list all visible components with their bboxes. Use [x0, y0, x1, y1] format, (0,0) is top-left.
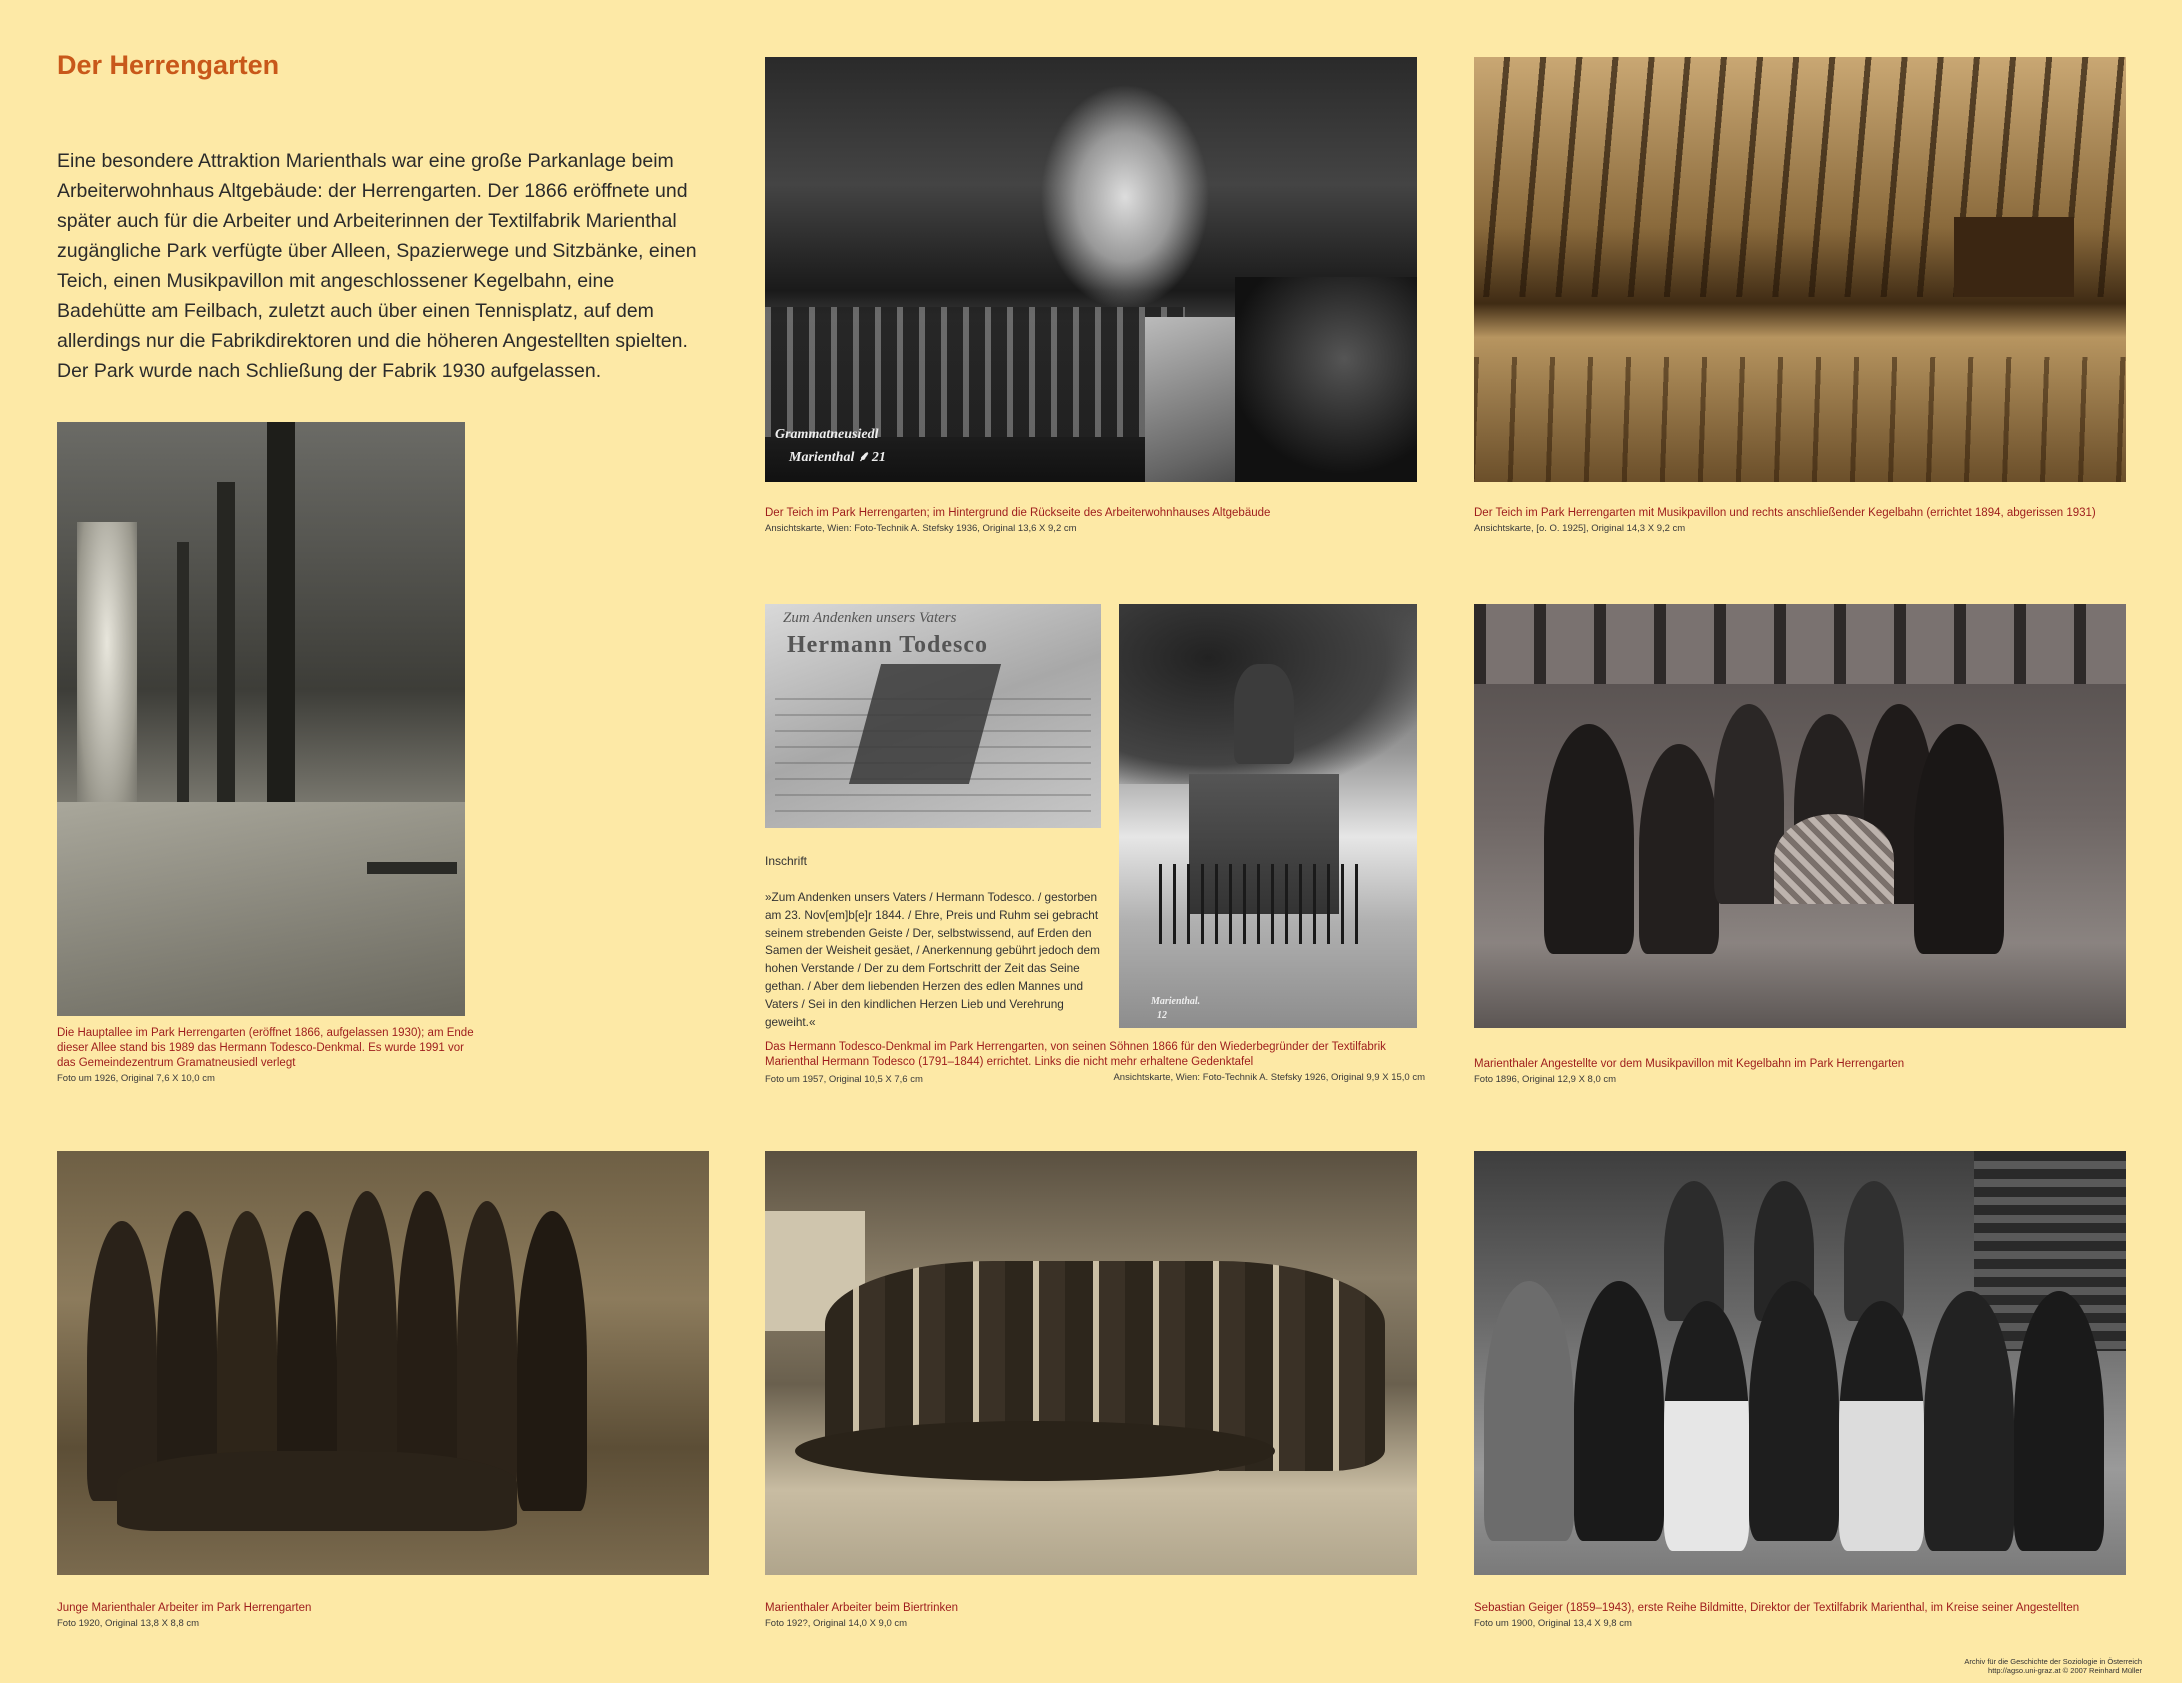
caption-title: Junge Marienthaler Arbeiter im Park Herrengarten [57, 1602, 312, 1614]
footer-line-1: Archiv für die Geschichte der Soziologie in Österreich [1964, 1657, 2142, 1666]
photo-todesco-denkmal [1119, 604, 1417, 1028]
photo-teich-altgebaeude [765, 57, 1417, 482]
photo-hauptallee [57, 422, 465, 1016]
intro-text: Eine besondere Attraktion Marienthals war eine große Parkanlage beim Arbeiterwohnhaus Altgebäude: der Herrengarten. Der 1866 eröffnete und später auch für die Arbeiter und Arbeiterinnen der Textilfabrik Marienthal zugängliche Park verfügte über Alleen, Spazierwege und Sitzbänke, einen Teich, einen Musikpavillon mit angeschlossener Kegelbahn, eine Badehütte am Feilbach, zuletzt auch über einen Tennisplatz, auf dem allerdings nur die Fabrikdirektoren und die höheren Angestellten spielten. Der Park wurde nach Schließung der Fabrik 1930 aufgelassen. [57, 150, 697, 382]
caption-source: Foto 192?, Original 14,0 X 9,0 cm [765, 1618, 908, 1629]
caption-title: Sebastian Geiger (1859–1943), erste Reihe Bildmitte, Direktor der Textilfabrik Marienthal, im Kreise seiner Angestellten [1474, 1602, 2080, 1614]
photo-overlay-text: Marienthal. [1151, 996, 1201, 1007]
photo-biertrinken [765, 1151, 1417, 1575]
plate-text: Hermann Todesco [787, 632, 989, 658]
caption-teich-altgebaeude [765, 506, 1425, 536]
caption-title: Marienthaler Arbeiter beim Biertrinken [765, 1602, 959, 1614]
caption-angestellte-musikpavillon [1474, 1057, 2154, 1087]
caption-source: Foto 1896, Original 12,9 X 8,0 cm [1474, 1074, 1617, 1085]
caption-source: Foto um 1900, Original 13,4 X 9,8 cm [1474, 1618, 1632, 1629]
caption-hauptallee [57, 1026, 477, 1086]
caption-title: Der Teich im Park Herrengarten mit Musikpavillon und rechts anschließender Kegelbahn (errichtet 1894, abgerissen 1931) [1474, 507, 2096, 519]
photo-teich-musikpavillon [1474, 57, 2126, 482]
inschrift-heading: Inschrift [765, 854, 808, 868]
photo-overlay-text: Grammatneusiedl [775, 427, 879, 442]
caption-source-left: Foto um 1957, Original 10,5 X 7,6 cm [765, 1074, 923, 1085]
footer-line-2: http://agso.uni-graz.at © 2007 Reinhard Müller [1988, 1666, 2142, 1675]
caption-source: Foto um 1926, Original 7,6 X 10,0 cm [57, 1073, 215, 1084]
caption-title: Der Teich im Park Herrengarten; im Hintergrund die Rückseite des Arbeiterwohnhauses Altgebäude [765, 507, 1271, 519]
caption-title: Die Hauptallee im Park Herrengarten (eröffnet 1866, aufgelassen 1930); am Ende dieser Allee stand bis 1989 das Hermann Todesco-Denkmal. Es wurde 1991 vor das Gemeindezentrum Gramatneusiedl verlegt [57, 1027, 474, 1069]
caption-teich-musikpavillon [1474, 506, 2154, 536]
caption-source: Ansichtskarte, [o. O. 1925], Original 14,3 X 9,2 cm [1474, 523, 1686, 534]
page-title: Der Herrengarten [57, 50, 280, 80]
photo-overlay-text: 12 [1157, 1010, 1167, 1021]
caption-source: Foto 1920, Original 13,8 X 8,8 cm [57, 1618, 200, 1629]
caption-junge-arbeiter [57, 1601, 717, 1631]
caption-title: Marienthaler Angestellte vor dem Musikpavillon mit Kegelbahn im Park Herrengarten [1474, 1058, 1905, 1070]
caption-source-right: Ansichtskarte, Wien: Foto-Technik A. Stefsky 1926, Original 9,9 X 15,0 cm [1113, 1072, 1425, 1083]
caption-todesco-denkmal [765, 1040, 1425, 1087]
caption-biertrinken [765, 1601, 1425, 1631]
photo-angestellte-musikpavillon [1474, 604, 2126, 1028]
caption-title: Das Hermann Todesco-Denkmal im Park Herrengarten, von seinen Söhnen 1866 für den Wiederbegründer der Textilfabrik Marienthal Hermann Todesco (1791–1844) errichtet. Links die nicht mehr erhaltene Gedenktafel [765, 1041, 1386, 1068]
photo-gedenktafel [765, 604, 1101, 828]
caption-sebastian-geiger [1474, 1601, 2154, 1631]
photo-overlay-text: Marienthal ⸙ 21 [789, 450, 886, 465]
inschrift-text: »Zum Andenken unsers Vaters / Hermann Todesco. / gestorben am 23. Nov[em]b[e]r 1844. / Ehre, Preis und Ruhm sei gebracht seinem strebenden Geiste / Der, selbstwissend, auf Erden den Samen der Weisheit gesäet, / Anerkennung gebührt jedoch dem hohen Verstande / Der zu dem Fortschritt der Zeit das Seine gethan. / Aber dem liebenden Herzen des edlen Mannes und Vaters / Sei in den kindlichen Herzen Lieb und Verehrung geweiht.« [765, 890, 1100, 1029]
photo-sebastian-geiger [1474, 1151, 2126, 1575]
caption-source: Ansichtskarte, Wien: Foto-Technik A. Stefsky 1936, Original 13,6 X 9,2 cm [765, 523, 1077, 534]
photo-junge-arbeiter [57, 1151, 709, 1575]
footer-credits [1922, 1657, 2142, 1675]
plate-text: Zum Andenken unsers Vaters [783, 610, 957, 626]
